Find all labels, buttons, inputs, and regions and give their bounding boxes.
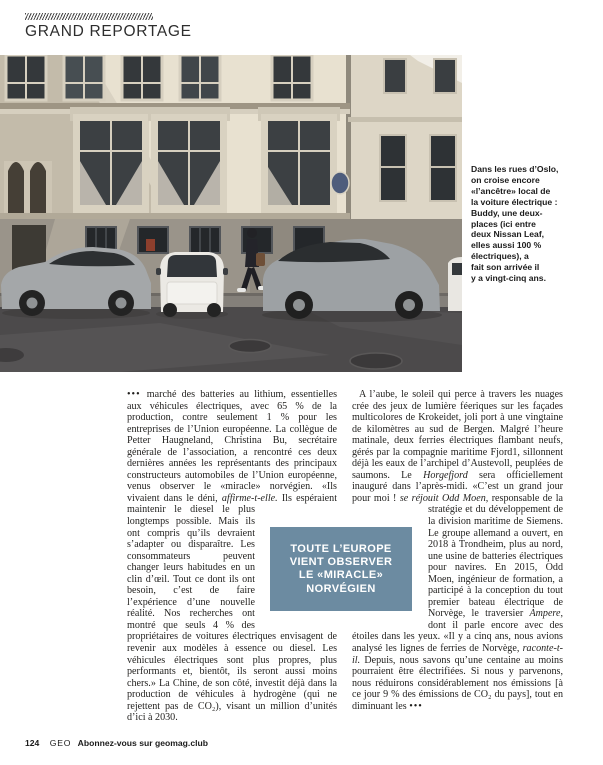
text-line: places (ici entre — [471, 218, 536, 229]
text-line: y a vingt-cinq ans. — [471, 273, 546, 284]
pull-quote-box — [270, 527, 412, 611]
article-text-segment: ••• — [409, 700, 423, 712]
buddy-car — [156, 252, 228, 319]
article-text-segment: ••• — [127, 389, 147, 400]
subscription-tagline: Abonnez-vous sur geomag.club — [77, 738, 208, 748]
photo-caption — [471, 164, 581, 284]
article-text-segment: se réjouit Odd Moen, — [399, 492, 489, 504]
magazine-brand: GEO — [49, 738, 72, 748]
text-line: VIENT OBSERVER — [289, 556, 393, 569]
article-text-segment: Ils espéraient maintenir le — [127, 492, 337, 516]
article-text-segment: Horgefjord — [423, 469, 468, 481]
text-line: NORVÉGIEN — [306, 582, 376, 595]
text-line: Dans les rues d’Oslo, — [471, 164, 559, 174]
street-photo — [0, 55, 462, 372]
text-line: elles aussi 100 % — [471, 240, 542, 251]
manhole-cover — [350, 353, 402, 369]
shoulder-bag — [256, 253, 265, 266]
section-title: GRAND REPORTAGE — [25, 23, 192, 40]
article-text-segment: responsable de la — [488, 492, 563, 504]
page-number: 124 — [25, 738, 40, 748]
page-header — [25, 13, 192, 41]
text-line: Buddy, une deux- — [471, 207, 543, 218]
article-text-segment: A l’aube, le soleil qui perce à travers les nuages crée des jeux de lumière féeriques sur les façades multicolores de Krokeidet, joli port à une vingtaine de kilomètres au sud de Bergen. Malgré l’heure matinale, deux ferries électriques flambant neufs, gérés par la compagnie maritime Fjord1, sillonnent déjà les eaux de l’archipel d’Austevoll, peuplées de saumons. Le — [352, 389, 563, 481]
white-car-edge — [448, 257, 462, 311]
article-text-segment: sera officiellement inauguré dans l’après-midi. «C’est un grand jour pour moi ! — [352, 469, 563, 504]
text-line: la voiture électrique : — [471, 196, 558, 207]
text-line: deux Nissan Leaf, — [471, 229, 545, 240]
oval-plaque — [331, 172, 349, 194]
text-line: LE «MIRACLE» — [298, 569, 384, 582]
article-text-segment: raconte-t-il. — [352, 643, 563, 666]
article-text-segment: stratégie et du développement de la division maritime de Siemens. Le groupe allemand a ouvert, en 2018 à Trondheim, plus au nord, une usine de batteries électriques pour navires. En 2015, Odd Moen, ingénieur de formation, a participé à la conception du tout premier bateau électrique de Norvège, le traversier — [428, 504, 563, 620]
hatch-bar — [25, 13, 153, 20]
article-text-segment: , dont il parle encore avec des étoiles dans les yeux. «Il y a cinq ans, nous avions analysé les lignes de ferries de Norvège, — [352, 608, 563, 655]
text-line: «l’ancêtre» local de — [471, 185, 551, 196]
article-text-segment: Ampere — [529, 608, 561, 620]
article-text-segment: diesel le plus longtemps possible. Mais ils ont compris qu’ils devraient s’adapter ou disparaître. Les consommateurs peuvent changer leurs habitudes en un clin d’œil. Tout ce dont ils ont besoin, c’est de faire l’expérience d’une nouvelle réalité. Nos recherches ont montré que seuls 4 % des propriétaires de voitures électriques envisagent de revenir aux modèles à essence ou diesel. Les véhicules électriques sont plus propres, plus performants et, bientôt, ils seront aussi moins chers.» La Chine, de son côté, investit déjà dans la production de véhicules à hydrogène (qui ne rejettent pas de CO₂), visant un million d’unités d’ici à 2030. — [127, 504, 337, 724]
text-line: TOUTE L’EUROPE — [290, 543, 392, 555]
manhole-cover — [229, 340, 271, 353]
text-line: on croise encore — [471, 174, 540, 185]
article-text-segment: Depuis, nous savons qu’une centaine au moins pourraient être électrifiées. Si nous y parvenons, nous réduirons considérablement nos émissions [à ce jour 9 % des émissions de CO₂ du pays], tout en diminuant les — [352, 654, 563, 712]
red-object — [146, 239, 155, 251]
article-text-segment: marché des batteries au lithium, essentielles aux véhicules électriques, avec 65 % de la production, contre seulement 1 % pour les entreprises de l’Union européenne. La collègue de Petter Haugneland, Christina Bu, secrétaire générale de l’association, a rencontré ces deux dernières années les représentants des principaux constructeurs automobiles de l’Union européenne, venus observer le «miracle» norvégien. «Ils vivaient dans le déni, — [127, 389, 337, 504]
article-text-segment: affirme-t-elle. — [221, 492, 278, 504]
text-line: électriques), a — [471, 251, 529, 262]
page-footer — [25, 738, 208, 748]
text-line: fait son arrivée il — [471, 262, 540, 273]
gothic-arch-window — [4, 161, 52, 217]
